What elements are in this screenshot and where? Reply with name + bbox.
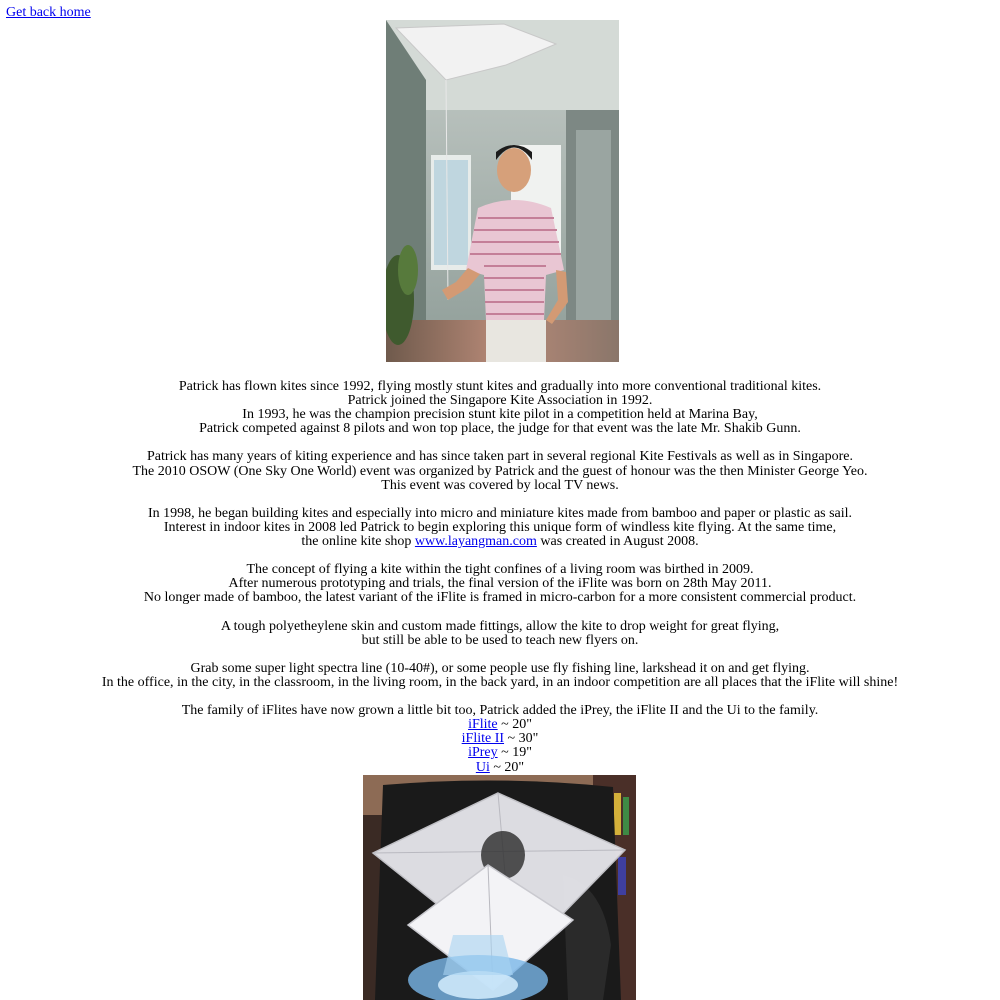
kite-link-iflite[interactable]: iFlite (468, 717, 498, 733)
paragraph-experience (0, 450, 1000, 492)
text-line: In the office, in the city, in the classroom, in the living room, in the back yard, in an indoor competition are all places that the iFlite will shine! (101, 674, 899, 690)
text-line: The concept of flying a kite within the tight confines of a living room was birthed in 2009. (246, 562, 754, 578)
kite-item (0, 761, 1000, 775)
kite-size: ~ 30" (504, 731, 539, 747)
paragraph-flying (0, 662, 1000, 690)
kite-item (0, 746, 1000, 760)
text-line: In 1993, he was the champion precision stunt kite pilot in a competition held at Marina Bay, (242, 407, 758, 423)
text-line: Interest in indoor kites in 2008 led Patrick to begin exploring this unique form of windless kite flying. At the same time, (163, 519, 837, 535)
kite-size: ~ 20" (489, 759, 525, 775)
text-line: No longer made of bamboo, the latest variant of the iFlite is framed in micro-carbon for a more consistent commercial product. (143, 590, 857, 606)
shop-text-before: the online kite shop (301, 534, 415, 550)
kite-item (0, 732, 1000, 746)
shop-text-after: was created in August 2008. (536, 534, 699, 550)
text-line: Patrick competed against 8 pilots and won top place, the judge for that event was the late Mr. Shakib Gunn. (199, 421, 801, 437)
about-content (0, 380, 1000, 775)
kite-item (0, 718, 1000, 732)
text-line: Patrick joined the Singapore Kite Association in 1992. (347, 393, 653, 409)
kite-family-list (0, 704, 1000, 774)
paragraph-materials (0, 620, 1000, 648)
kite-link-iprey[interactable]: iPrey (468, 745, 498, 761)
paragraph-building (0, 507, 1000, 549)
kite-size: ~ 20" (497, 717, 532, 733)
shop-line (0, 535, 1000, 549)
kite-family-photo (363, 775, 636, 1000)
text-line: Patrick has flown kites since 1992, flying mostly stunt kites and gradually into more conventional traditional kites. (178, 379, 822, 394)
text-line: This event was covered by local TV news. (381, 477, 619, 493)
kite-link-ui[interactable]: Ui (475, 759, 490, 775)
kite-size: ~ 19" (497, 745, 532, 761)
family-intro: The family of iFlites have now grown a little bit too, Patrick added the iPrey, the iFlite II and the Ui to the family. (181, 703, 819, 719)
text-line: but still be able to be used to teach new flyers on. (361, 632, 639, 648)
text-line: After numerous prototyping and trials, the final version of the iFlite was born on 28th May 2011. (228, 576, 772, 592)
text-line: Grab some super light spectra line (10-40#), or some people use fly fishing line, larkshead it on and get flying. (190, 660, 810, 676)
man-flying-kite-photo (386, 20, 619, 362)
text-line: A tough polyetheylene skin and custom made fittings, allow the kite to drop weight for great flying, (220, 618, 780, 634)
text-line: The 2010 OSOW (One Sky One World) event was organized by Patrick and the guest of honour was the then Minister George Yeo. (132, 463, 868, 479)
kite-link-iflite-ii[interactable]: iFlite II (461, 731, 505, 747)
paragraph-concept (0, 563, 1000, 605)
home-link[interactable]: Get back home (6, 5, 91, 20)
shop-link[interactable]: www.layangman.com (414, 534, 537, 550)
text-line: In 1998, he began building kites and especially into micro and miniature kites made from bamboo and paper or plastic as sail. (147, 505, 853, 521)
text-line: Patrick has many years of kiting experience and has since taken part in several regional Kite Festivals as well as in Singapore. (146, 449, 853, 465)
paragraph-history (0, 380, 1000, 436)
